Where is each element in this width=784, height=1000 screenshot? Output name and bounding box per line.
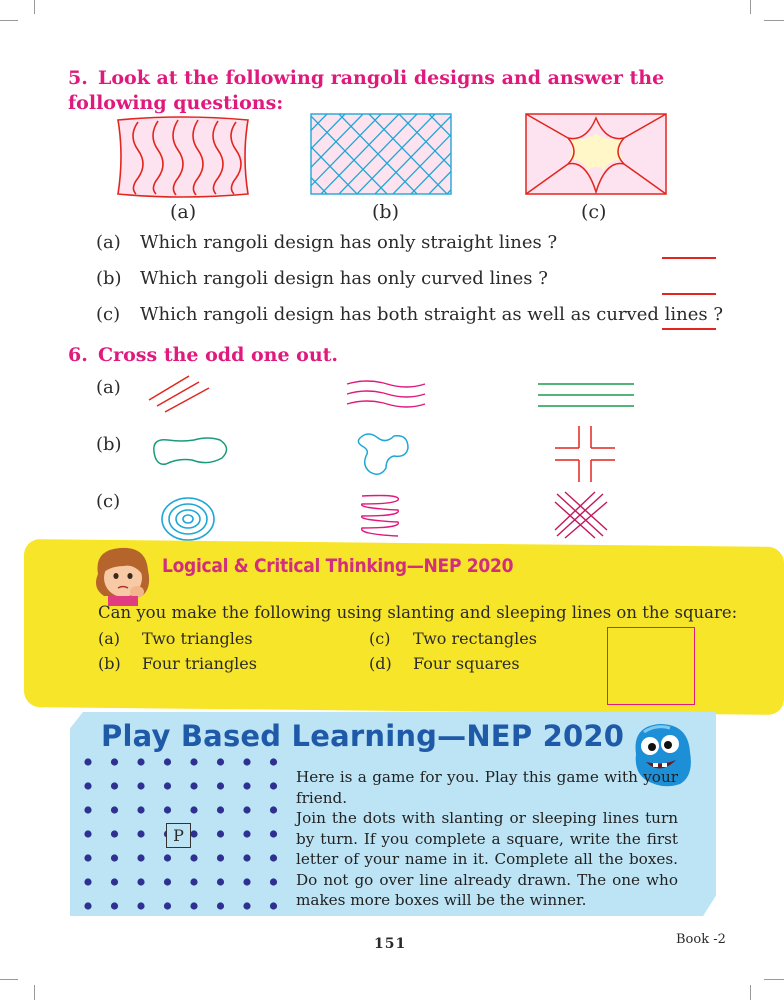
play-paragraph-2: Join the dots with slanting or sleeping lines turn by turn. If you complete a square, write the first letter of your name in it. Complete all the boxes. Do not go over line already drawn. The one who makes more boxes will be the winner. (296, 809, 678, 909)
grid-dot[interactable] (84, 806, 91, 813)
grid-dot[interactable] (84, 878, 91, 885)
player-letter-box: P (166, 823, 191, 848)
grid-dot[interactable] (111, 878, 118, 885)
q5-sub-c: (c) Which rangoli design has both straight as well as curved lines ? (96, 304, 723, 325)
grid-dot[interactable] (190, 854, 197, 861)
grid-dot[interactable] (270, 806, 277, 813)
crop-mark (0, 979, 18, 980)
spiral-figure[interactable] (158, 494, 218, 544)
answer-line-b[interactable] (662, 293, 716, 295)
grid-dot[interactable] (217, 902, 224, 909)
logical-option-d: (d) Four squares (369, 654, 520, 673)
q5-number: 5. (68, 67, 88, 89)
play-description (296, 767, 678, 911)
grid-dot[interactable] (270, 854, 277, 861)
q6-row-c-label: (c) (96, 491, 121, 512)
crop-mark (750, 0, 751, 14)
grid-dot[interactable] (111, 758, 118, 765)
grid-dot[interactable] (243, 806, 250, 813)
grid-dot[interactable] (217, 782, 224, 789)
book-label: Book -2 (676, 932, 726, 947)
play-paragraph-1: Here is a game for you. Play this game with your friend. (296, 768, 678, 807)
rangoli-caption-a: (a) (170, 201, 197, 223)
q6-row-a-label: (a) (96, 377, 121, 398)
grid-dot[interactable] (270, 782, 277, 789)
q6-title (68, 343, 338, 368)
grid-dot[interactable] (137, 782, 144, 789)
drawing-square[interactable] (607, 627, 695, 705)
grid-dot[interactable] (190, 758, 197, 765)
grid-dot[interactable] (243, 878, 250, 885)
grid-dot[interactable] (137, 902, 144, 909)
grid-dot[interactable] (217, 758, 224, 765)
grid-dot[interactable] (190, 806, 197, 813)
grid-dot[interactable] (137, 830, 144, 837)
grid-dot[interactable] (111, 902, 118, 909)
grid-dot[interactable] (243, 830, 250, 837)
crop-mark (34, 0, 35, 14)
grid-dot[interactable] (243, 782, 250, 789)
grid-dot[interactable] (84, 830, 91, 837)
q5-sub-a: (a) Which rangoli design has only straight lines ? (96, 232, 558, 253)
q6-number: 6. (68, 344, 88, 366)
grid-dot[interactable] (217, 854, 224, 861)
crop-mark (764, 20, 784, 21)
grid-dot[interactable] (270, 902, 277, 909)
crop-mark (750, 985, 751, 1000)
grid-dot[interactable] (137, 878, 144, 885)
q5-title (68, 66, 718, 116)
grid-dot[interactable] (111, 854, 118, 861)
rangoli-c-image (524, 112, 668, 196)
q5-sub-b: (b) Which rangoli design has only curved lines ? (96, 268, 548, 289)
thinking-girl-icon (90, 544, 156, 606)
crop-mark (34, 985, 35, 1000)
answer-line-c[interactable] (662, 328, 716, 330)
rangoli-caption-c: (c) (581, 201, 607, 223)
grid-dot[interactable] (190, 902, 197, 909)
blob-curve-figure[interactable] (352, 428, 414, 478)
grid-dot[interactable] (164, 878, 171, 885)
logical-option-c: (c) Two rectangles (369, 629, 537, 648)
grid-dot[interactable] (243, 902, 250, 909)
grid-dot[interactable] (190, 830, 197, 837)
grid-dot[interactable] (111, 782, 118, 789)
cross-lines-figure[interactable] (553, 424, 617, 484)
crop-mark (764, 979, 784, 980)
grid-dot[interactable] (164, 806, 171, 813)
grid-dot[interactable] (217, 830, 224, 837)
sleeping-lines-figure[interactable] (536, 378, 636, 412)
grid-dot[interactable] (243, 758, 250, 765)
grid-dot[interactable] (111, 830, 118, 837)
grid-dot[interactable] (84, 782, 91, 789)
logical-question: Can you make the following using slanting and sleeping lines on the square: (98, 603, 738, 622)
grid-dot[interactable] (137, 854, 144, 861)
grid-dot[interactable] (190, 782, 197, 789)
zigzag-curve-figure[interactable] (354, 492, 410, 540)
rangoli-b-image (309, 112, 453, 196)
grid-dot[interactable] (137, 758, 144, 765)
grid-dot[interactable] (164, 902, 171, 909)
grid-dot[interactable] (137, 806, 144, 813)
grid-dot[interactable] (217, 806, 224, 813)
grid-dot[interactable] (164, 782, 171, 789)
grid-dot[interactable] (270, 830, 277, 837)
grid-dot[interactable] (111, 806, 118, 813)
grid-dot[interactable] (84, 902, 91, 909)
closed-curve-figure[interactable] (148, 432, 232, 470)
grid-dot[interactable] (270, 758, 277, 765)
logical-option-b: (b) Four triangles (98, 654, 257, 673)
page-number: 151 (374, 936, 407, 952)
grid-dot[interactable] (243, 854, 250, 861)
crossed-slanting-figure[interactable] (553, 490, 609, 540)
rangoli-a-image (112, 114, 254, 198)
slanting-lines-figure[interactable] (145, 374, 213, 414)
answer-line-a[interactable] (662, 257, 716, 259)
grid-dot[interactable] (84, 854, 91, 861)
wavy-lines-figure[interactable] (345, 378, 427, 412)
grid-dot[interactable] (164, 758, 171, 765)
grid-dot[interactable] (84, 758, 91, 765)
grid-dot[interactable] (164, 854, 171, 861)
crop-mark (0, 20, 18, 21)
q6-text: Cross the odd one out. (98, 344, 339, 366)
logical-thinking-title: Logical & Critical Thinking—NEP 2020 (162, 555, 514, 577)
logical-option-a: (a) Two triangles (98, 629, 253, 648)
grid-dot[interactable] (190, 878, 197, 885)
grid-dot[interactable] (270, 878, 277, 885)
grid-dot[interactable] (217, 878, 224, 885)
rangoli-caption-b: (b) (372, 201, 399, 223)
play-learning-title: Play Based Learning—NEP 2020 (101, 719, 625, 753)
q5-text: Look at the following rangoli designs and answer the following questions: (68, 67, 665, 114)
q6-row-b-label: (b) (96, 434, 122, 455)
